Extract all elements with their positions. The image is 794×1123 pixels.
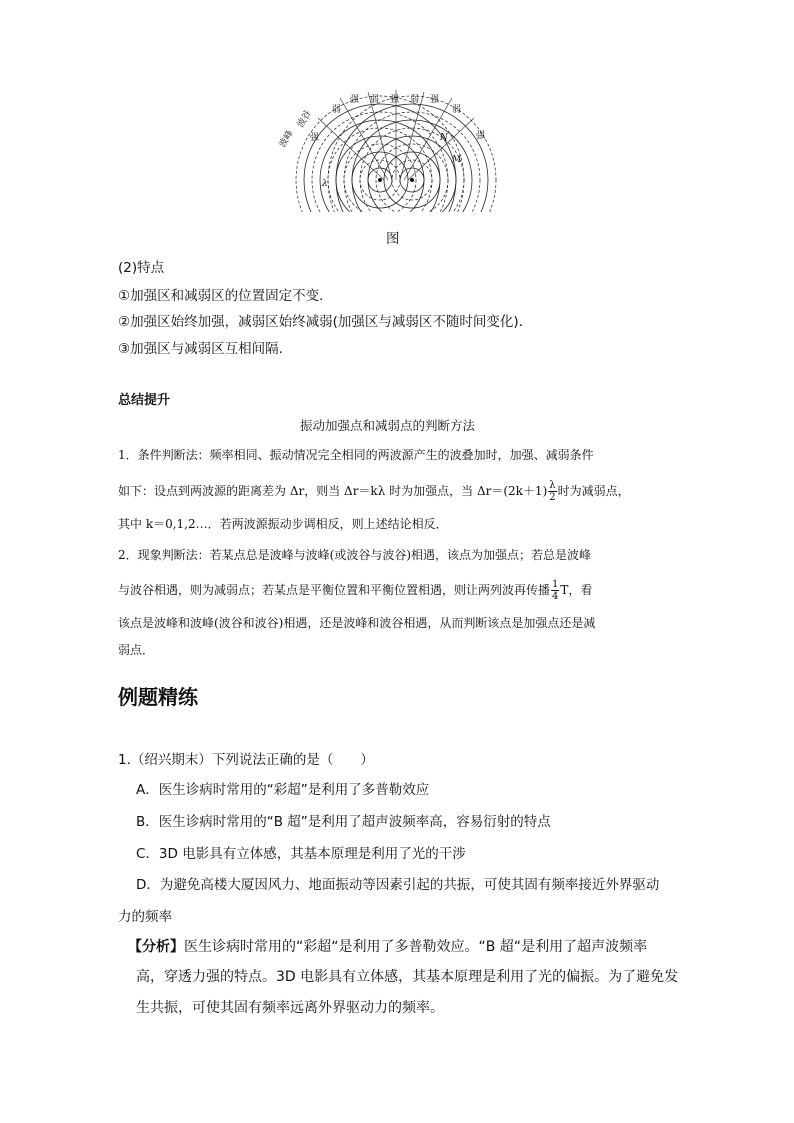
interference-figure	[277, 90, 510, 215]
label-weak-4: 弱	[452, 105, 462, 115]
source2-dot	[410, 178, 414, 182]
label-lambda: λ	[322, 179, 328, 189]
analysis-line-3: 生共振，可使其固有频率远离外界驱动力的频率。	[136, 1000, 444, 1016]
label-strong-1: 强	[310, 133, 320, 143]
summary-p1-line2: 如下：设点到两波源的距离差为 Δr，则当 Δr＝kλ 时为加强点，当 Δr＝(2k＋1) $\frac{\lambda}{2}$ 时为减弱点，	[118, 480, 630, 503]
summary-heading: 总结提升	[118, 393, 171, 408]
label-strong-5: 强	[476, 131, 486, 141]
question-1-stem: 1.（绍兴期末）下列说法正确的是（ ）	[118, 752, 374, 768]
label-n: N	[440, 133, 448, 143]
feature-item-3: ③加强区与减弱区互相间隔．	[118, 341, 293, 357]
fraction-1-over-4: $\frac{1}{4}$	[552, 579, 559, 602]
label-trough: 波谷	[295, 108, 314, 130]
features-heading: (2)特点	[118, 260, 165, 276]
label-weak-3: 弱	[410, 95, 420, 105]
figure-caption: 图	[386, 231, 400, 247]
question-1-option-b: B．医生诊病时常用的“B 超”是利用了超声波频率高，容易衍射的特点	[136, 814, 551, 830]
summary-p2-line4: 弱点．	[118, 643, 155, 657]
analysis-line-1: 【分析】医生诊病时常用的“彩超“是利用了多普勒效应。“B 超“是利用了超声波频率	[128, 939, 648, 955]
label-crest: 波峰	[277, 128, 296, 150]
question-1-option-a: A．医生诊病时常用的“彩超”是利用了多普勒效应	[136, 782, 430, 798]
label-strong-4: 强	[430, 95, 440, 105]
summary-p2-line2: 与波谷相遇，则为减弱点；若某点是平衡位置和平衡位置相遇，则让两列波再传播 $\frac{1}{4}$ T，看	[118, 579, 593, 602]
question-1-option-d: D．为避免高楼大厦因风力、地面振动等因素引起的共振，可使其固有频率接近外界驱动	[136, 877, 660, 893]
summary-p1-line1: 1．条件判断法：频率相同、振动情况完全相同的两波源产生的波叠加时，加强、减弱条件	[118, 448, 594, 462]
summary-p2-line1: 2．现象判断法：若某点总是波峰与波峰(或波谷与波谷)相遇，该点为加强点；若总是波峰	[118, 548, 592, 562]
label-weak-2: 弱	[370, 95, 380, 105]
label-strong-2: 强	[350, 95, 360, 105]
analysis-line-2: 高，穿透力强的特点。3D 电影具有立体感，其基本原理是利用了光的偏振。为了避免发	[136, 969, 679, 985]
label-strong-3: 强	[390, 95, 400, 105]
source1-dot	[378, 178, 382, 182]
examples-heading: 例题精练	[118, 685, 198, 709]
label-m: M	[452, 155, 462, 165]
feature-item-1: ①加强区和减弱区的位置固定不变．	[118, 288, 333, 304]
analysis-tag: 【分析】	[128, 939, 184, 955]
feature-item-2: ②加强区始终加强，减弱区始终减弱(加强区与减弱区不随时间变化)．	[118, 314, 533, 330]
summary-p1-line3: 其中 k＝0,1,2…．若两波源振动步调相反，则上述结论相反．	[118, 517, 448, 531]
label-weak-1: 弱	[332, 105, 342, 115]
question-1-option-d-cont: 力的频率	[118, 909, 172, 925]
question-1-option-c: C．3D 电影具有立体感，其基本原理是利用了光的干涉	[136, 846, 466, 862]
summary-p2-line3: 该点是波峰和波峰(波谷和波谷)相遇，还是波峰和波谷相遇，从而判断该点是加强点还是减	[118, 616, 596, 630]
summary-title: 振动加强点和减弱点的判断方法	[300, 418, 476, 433]
fraction-lambda-over-2: $\frac{\lambda}{2}$	[549, 480, 556, 503]
